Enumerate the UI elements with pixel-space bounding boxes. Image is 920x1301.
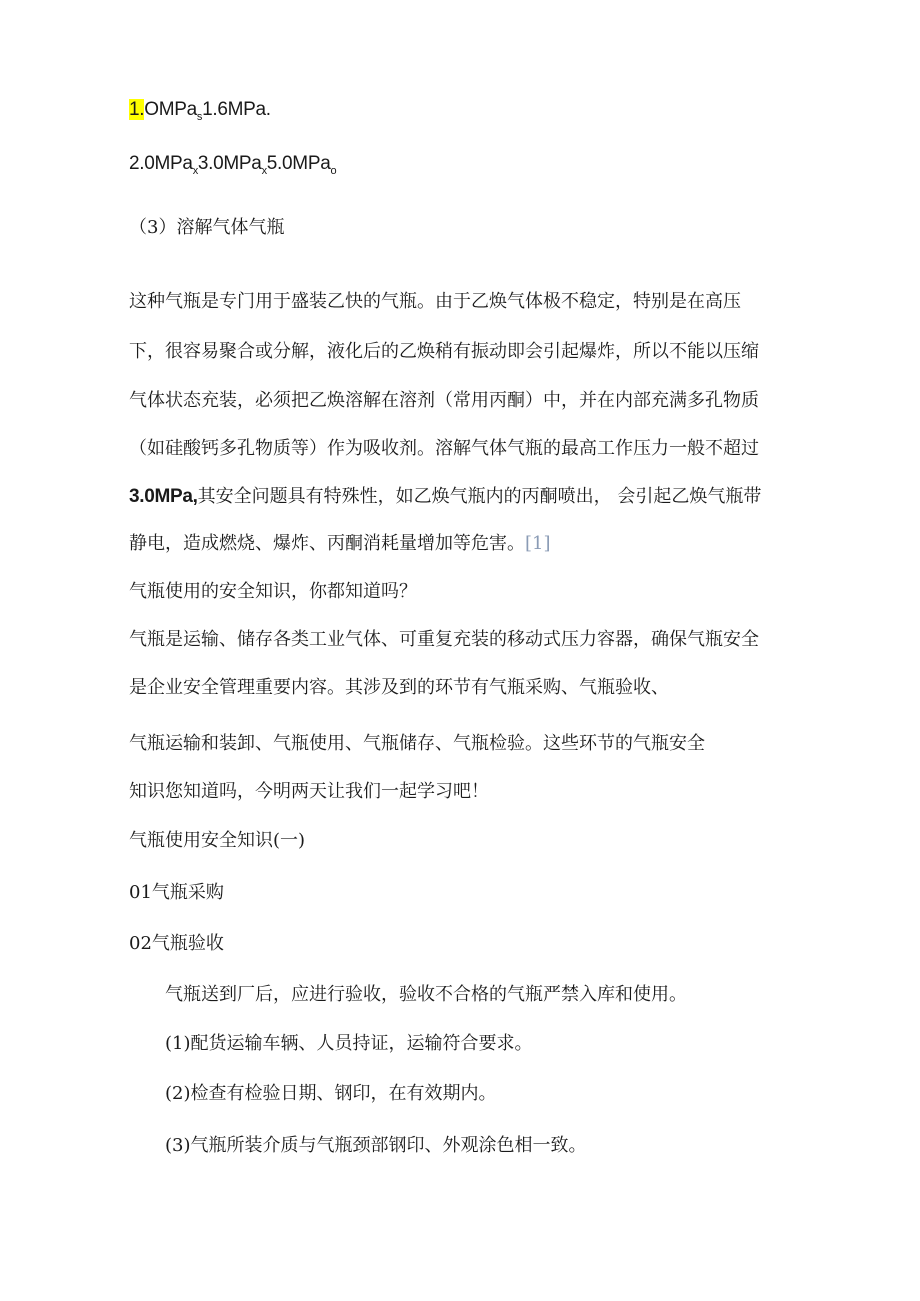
- paragraph-line: 3.0MPa,其安全问题具有特殊性，如乙焕气瓶内的丙酮喷出， 会引起乙焕气瓶带: [129, 486, 762, 507]
- paragraph-line: 气瓶运输和装卸、气瓶使用、气瓶储存、气瓶检验。这些环节的气瓶安全: [129, 733, 705, 754]
- pressure-value: 3.0MPa,: [129, 486, 198, 507]
- paragraph-line: 气体状态充装，必须把乙焕溶解在溶剂（常用丙酮）中，并在内部充满多孔物质: [129, 390, 759, 411]
- paragraph-line: 气瓶是运输、储存各类工业气体、可重复充装的移动式压力容器，确保气瓶安全: [129, 629, 759, 650]
- highlighted-number: 1.: [129, 99, 145, 120]
- pressure-line-1: 1.OMPa$_s$1.6MPa.: [129, 99, 271, 123]
- paragraph-line: 这种气瓶是专门用于盛装乙快的气瓶。由于乙焕气体极不稳定，特别是在高压: [129, 291, 741, 312]
- paragraph-line: 是企业安全管理重要内容。其涉及到的环节有气瓶采购、气瓶验收、: [129, 677, 669, 698]
- acceptance-line: 气瓶送到厂后，应进行验收，验收不合格的气瓶严禁入库和使用。: [165, 984, 687, 1005]
- section-heading: 气瓶使用安全知识(一): [129, 830, 306, 851]
- paragraph-line: 下，很容易聚合或分解，液化后的乙焕稍有振动即会引起爆炸，所以不能以压缩: [129, 341, 759, 362]
- paragraph-line: 知识您知道吗，今明两天让我们一起学习吧！: [129, 781, 489, 802]
- question-heading: 气瓶使用的安全知识，你都知道吗？: [129, 581, 417, 602]
- pressure-line-2: 2.0MPa$_x$3.0MPa$_x$5.0MPa$_o$: [129, 153, 337, 177]
- section-3-title: （3）溶解气体气瓶: [129, 217, 285, 238]
- acceptance-line: (3)气瓶所装介质与气瓶颈部钢印、外观涂色相一致。: [165, 1135, 587, 1156]
- list-item-01: 01气瓶采购: [129, 882, 224, 903]
- reference-link[interactable]: [1]: [525, 533, 551, 554]
- paragraph-line: 静电，造成燃烧、爆炸、丙酮消耗量增加等危害。[1]: [129, 533, 551, 554]
- acceptance-line: (1)配货运输车辆、人员持证，运输符合要求。: [165, 1033, 533, 1054]
- acceptance-line: (2)检查有检验日期、钢印，在有效期内。: [165, 1083, 497, 1104]
- paragraph-line: （如硅酸钙多孔物质等）作为吸收剂。溶解气体气瓶的最高工作压力一般不超过: [129, 438, 759, 459]
- list-item-02: 02气瓶验收: [129, 933, 224, 954]
